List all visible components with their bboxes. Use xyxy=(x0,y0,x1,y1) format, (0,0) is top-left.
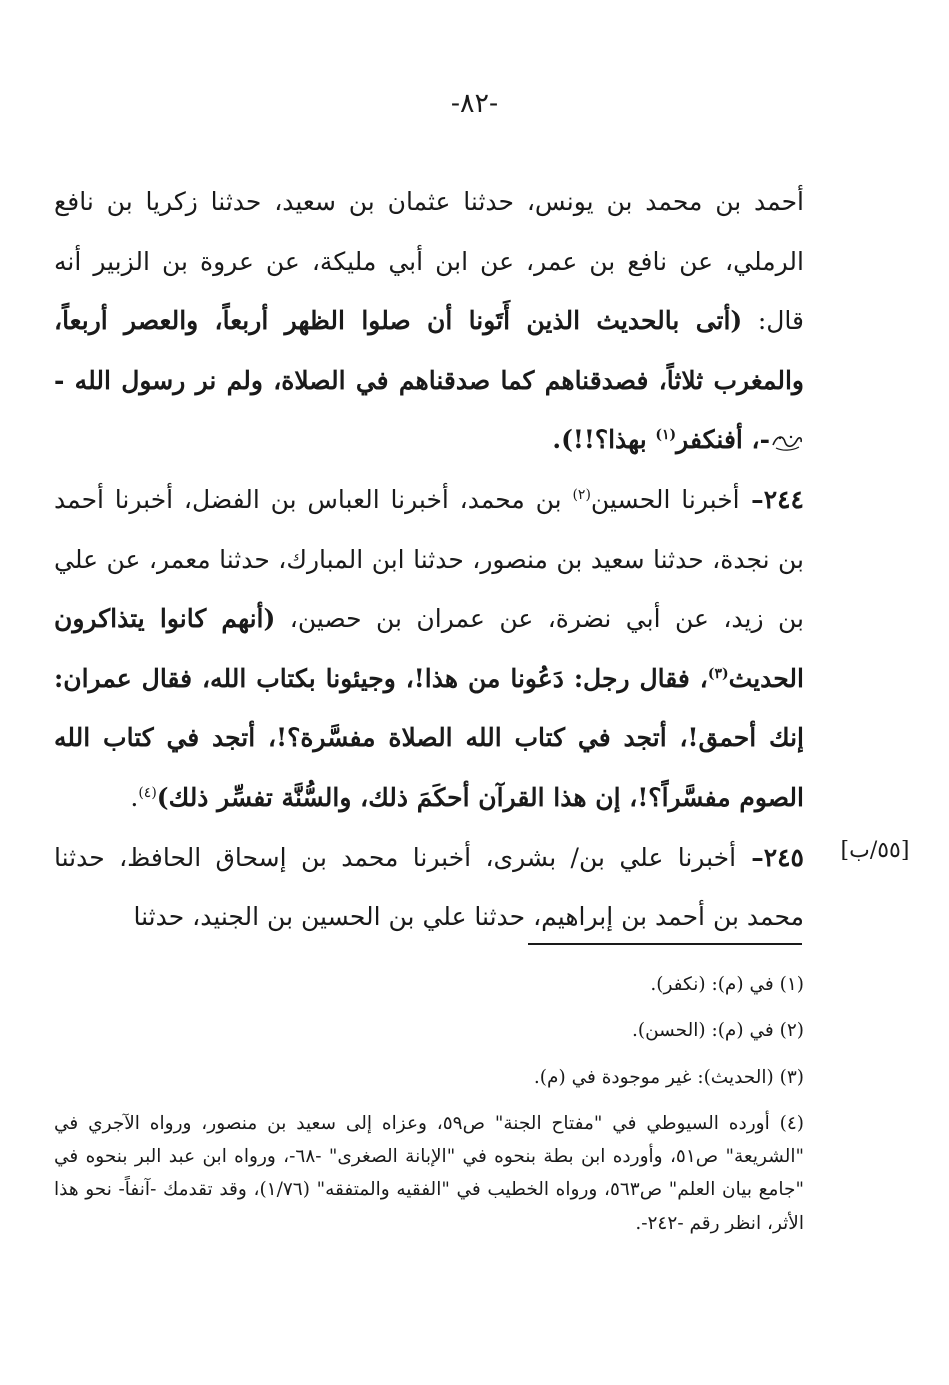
hadith-number: ٢٤٤ xyxy=(763,484,804,514)
main-text xyxy=(54,172,804,947)
footnote-3: (٣) (الحديث): غير موجودة في (م). xyxy=(533,1066,804,1088)
hadith-number: ٢٤٥ xyxy=(763,842,804,872)
isnad-text: أحمد بن محمد بن يونس، حدثنا عثمان بن سعيد، حدثنا زكريا بن نافع الرملي، عن نافع بن عمر، عن ابن أبي مليكة، عن عروة بن الزبير أنه قال: xyxy=(54,187,804,336)
manuscript-folio-marker: [٥٥/ب] xyxy=(840,838,910,863)
footnote-4: (٤) أورده السيوطي في "مفتاح الجنة" ص٥٩، وعزاه إلى سعيد بن منصور، ورواه الآجري في "الشريعة" ص٥١، وأورده ابن بطة بنحوه في "الإبانة الصغرى" -٦٨-، ورواه ابن عبد البر بنحوه في "جامع بيان العلم" ص٥٦٣، ورواه الخطيب في "الفقيه والمتفقه" (١/٧٦)، وقد تقدمك -آنفاً- نحو هذا الأثر، انظر رقم -٢٤٢-. xyxy=(54,1112,805,1234)
footnote-ref-1: (١) xyxy=(655,427,677,444)
footnote-1: (١) في (م): (نكفر). xyxy=(650,974,804,995)
quoted-narration: (أنهم كانوا يتذاكرون الحديث$^{(٣)}$، فقال رجل: دَعُونا من هذا!، وجيئونا بكتاب الله، فقال عمران: إنك أحمق!، أتجد في كتاب الله الصلاة مفسَّرة؟!، أتجد في كتاب الله الصوم مفسَّراً؟!، إن هذا القرآن أحكَمَ ذلك، والسُّنَّة تفسِّر ذلك) xyxy=(54,604,804,812)
page-number: -٨٢- xyxy=(450,88,499,119)
footnote-2: (٢) في (م): (الحسن). xyxy=(631,1020,804,1042)
footnote-ref-2: (٢) xyxy=(572,486,591,503)
quoted-narration: (أتى بالحديث الذين أَتَونا أن صلوا الظهر أربعاً، والعصر أربعاً، والمغرب ثلاثاً، فصدقناهم كما صدقناهم في الصلاة، ولم نر رسول الله --، أفنكفر$^{(١)}$ بهذا؟!!). xyxy=(54,306,804,455)
footnote-ref-4: (٤) xyxy=(138,784,157,801)
hadith-245: ٢٤٥– أخبرنا علي بن/ بشرى، أخبرنا محمد بن إسحاق الحافظ، حدثنا محمد بن أحمد بن إبراهيم، حدثنا علي بن الحسين بن الجنيد، حدثنا xyxy=(54,842,804,932)
salla-allah-alayhi-wasallam-ligature-icon xyxy=(770,432,804,452)
hadith-244: ٢٤٤– أخبرنا الحسين$^{(٢)}$ بن محمد، أخبرنا العباس بن الفضل، أخبرنا أحمد بن نجدة، حدثنا سعيد بن منصور، حدثنا ابن المبارك، حدثنا معمر، عن علي بن زيد، عن أبي نضرة، عن عمران بن حصين، (أنهم كانوا يتذاكرون الحديث$^{(٣)}$، فقال رجل: دَعُونا من هذا!، وجيئونا بكتاب الله، فقال عمران: إنك أحمق!، أتجد في كتاب الله الصلاة مفسَّرة؟!، أتجد في كتاب الله الصوم مفسَّراً؟!، إن هذا القرآن أحكَمَ ذلك، والسُّنَّة تفسِّر ذلك)$^{(٤)}$. xyxy=(54,484,805,812)
paragraph-continuation xyxy=(54,172,804,470)
footnote-ref-3: (٣) xyxy=(707,665,729,682)
footnotes xyxy=(54,968,804,1240)
footnote-separator xyxy=(528,943,802,945)
